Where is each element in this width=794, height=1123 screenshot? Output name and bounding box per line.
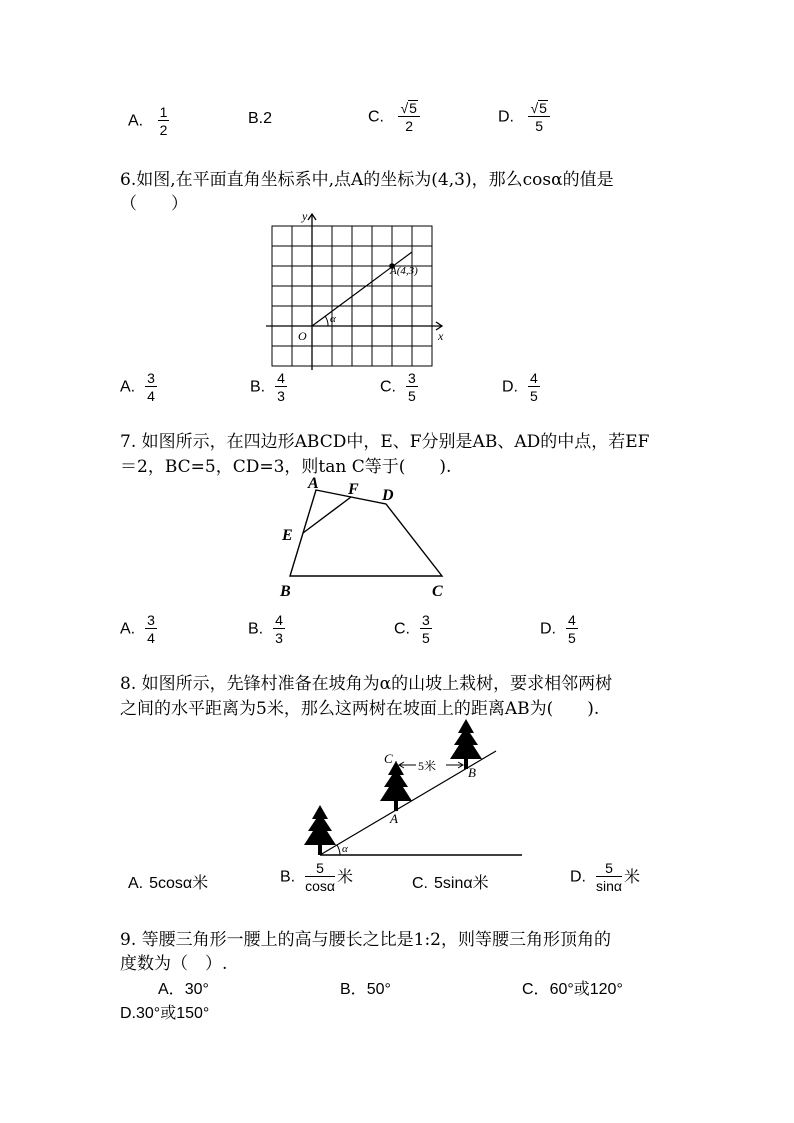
fraction: $\frac{4}{5}$ [530, 370, 538, 404]
fraction: $\frac{4}{3}$ [277, 370, 285, 404]
q7-option-a: A. $\frac{3}{4}$ [120, 612, 155, 646]
q7-option-d: D. $\frac{4}{5}$ [540, 612, 576, 646]
label-a: A [308, 475, 319, 492]
label-b: B [468, 765, 476, 780]
tree-icon [304, 805, 336, 855]
label-a: A [390, 811, 398, 826]
segment-ef [303, 497, 351, 533]
fraction: $\frac{√5}{2}$ [398, 100, 419, 135]
fraction: $\frac{3}{5}$ [422, 612, 430, 646]
fraction: $\frac{3}{5}$ [408, 370, 416, 404]
q8-option-c: C. 5sinα米 [412, 875, 489, 892]
label-e: E [282, 527, 293, 544]
q8-option-b: B. $\frac{5}{\cos\alpha}$ 米 [280, 860, 354, 894]
y-label: y [302, 209, 308, 223]
q9-option-a: A．30° [158, 981, 209, 998]
q8-option-a: A. 5cosα米 [128, 875, 209, 892]
fraction: $\frac{4}{3}$ [275, 612, 283, 646]
q5-option-c: C. $\frac{√5}{2}$ [368, 100, 420, 135]
x-label: x [438, 329, 444, 343]
q8-slope-figure [300, 715, 528, 861]
q7-stem-line1: 7. 如图所示，在四边形ABCD中，E、F分别是AB、AD的中点，若EF [120, 432, 650, 452]
label-c: C [432, 583, 443, 600]
label-d: D [382, 487, 394, 504]
q9-stem-line1: 9. 等腰三角形一腰上的高与腰长之比是1:2，则等腰三角形顶角的 [120, 930, 611, 950]
fraction: $\frac{5}{\cos\alpha}$ [305, 860, 336, 894]
fraction: $\frac{3}{4}$ [147, 370, 155, 404]
label-b: B [280, 583, 291, 600]
q9-option-c: C．60°或120° [522, 981, 623, 998]
q5-option-a: A. $\frac{1}{2}$ [128, 104, 168, 138]
angle-label: α [330, 313, 336, 325]
point-a-label: A(4,3) [390, 265, 418, 277]
q7-quadrilateral-figure [276, 472, 456, 602]
q6-stem-line2: （ ） [120, 194, 188, 214]
angle-label: α [342, 843, 348, 855]
fraction: $\frac{√5}{5}$ [528, 100, 549, 135]
fraction: $\frac{4}{5}$ [568, 612, 576, 646]
q6-option-a: A. $\frac{3}{4}$ [120, 370, 155, 404]
q8-option-d: D. $\frac{5}{\sin\alpha}$ 米 [570, 860, 641, 894]
distance-label: 5米 [418, 759, 437, 773]
fraction: $\frac{3}{4}$ [147, 612, 155, 646]
q6-option-b: B. $\frac{4}{3}$ [250, 370, 285, 404]
q5-option-d: D. $\frac{√5}{5}$ [498, 100, 550, 135]
label-f: F [348, 481, 359, 498]
q6-coordinate-figure [262, 208, 452, 370]
fraction: $\frac{5}{\sin\alpha}$ [596, 860, 622, 894]
q8-stem-line2: 之间的水平距离为5米，那么这两树在坡面上的距离AB为( ). [120, 699, 600, 719]
q6-stem-line1: 6.如图,在平面直角坐标系中,点A的坐标为(4,3)，那么cosα的值是 [120, 170, 614, 190]
q8-stem-line1: 8. 如图所示，先锋村准备在坡角为α的山坡上栽树，要求相邻两树 [120, 674, 613, 694]
label-c: C [384, 751, 393, 766]
q5-option-b: B.2 [248, 110, 273, 127]
q7-option-c: C. $\frac{3}{5}$ [394, 612, 430, 646]
q7-stem-line2: ＝2，BC=5，CD=3，则tan C等于( ). [120, 457, 452, 477]
q9-option-d: D.30°或150° [120, 1005, 210, 1022]
q6-option-c: C. $\frac{3}{5}$ [380, 370, 416, 404]
quadrilateral-abcd [290, 490, 442, 576]
q9-option-b: B．50° [340, 981, 391, 998]
q9-stem-line2: 度数为（ ）. [120, 954, 228, 974]
q6-option-d: D. $\frac{4}{5}$ [502, 370, 538, 404]
origin-label: O [298, 329, 307, 343]
fraction: $\frac{1}{2}$ [159, 104, 168, 138]
ray-oa [312, 252, 412, 326]
q7-option-b: B. $\frac{4}{3}$ [248, 612, 283, 646]
